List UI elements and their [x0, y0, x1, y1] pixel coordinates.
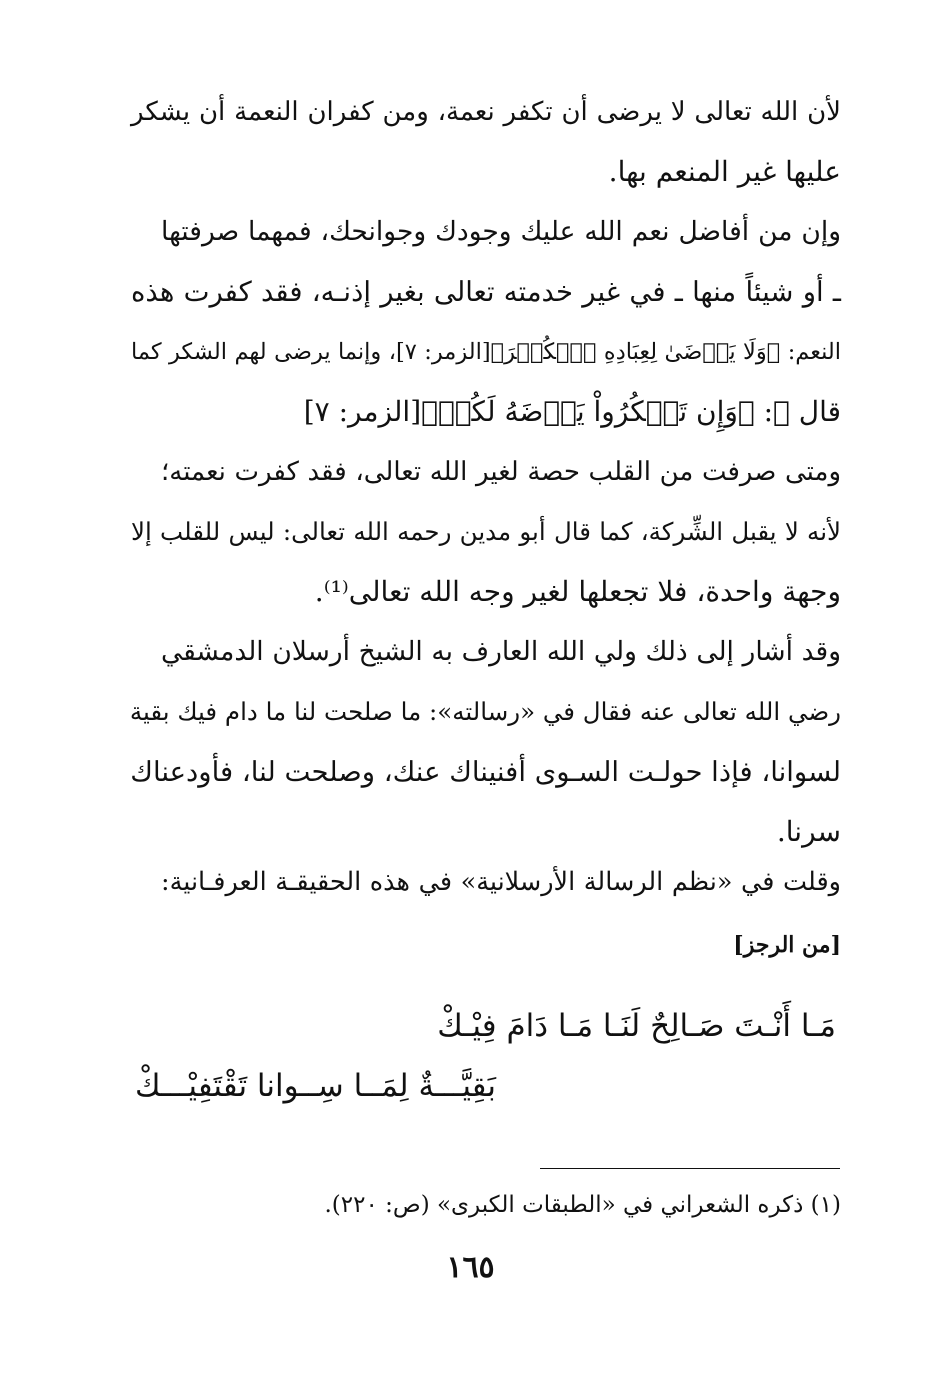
- body-line-9: وجهة واحدة، فلا تجعلها لغير وجه الله تعالى⁽¹⁾.: [314, 575, 841, 608]
- body-line-6: قال ﷻ: ﴿وَإِن تَشۡكُرُواْ يَرۡضَهُ لَكُمۡ﴾[الزمر: ٧]: [303, 395, 841, 428]
- body-line-7: ومتى صرفت من القلب حصة لغير الله تعالى، فقد كفرت نعمته؛: [161, 457, 841, 487]
- body-line-5: النعم: ﴿وَلَا يَرۡضَىٰ لِعِبَادِهِ ٱلۡكُفۡرَ﴾[الزمر: ٧]، وإنما يرضى لهم الشكر كما: [131, 339, 841, 365]
- footnote-separator: [540, 1168, 840, 1169]
- body-line-13: سرنا.: [776, 815, 841, 848]
- body-line-4: ـ أو شيئاً منها ـ في غير خدمته تعالى بغير إذنـه، فقد كفرت هذه: [131, 276, 841, 308]
- body-line-3: وإن من أفاضل نعم الله عليك وجودك وجوانحك، فمهما صرفتها: [161, 216, 841, 247]
- meter-label: [من الرجز]: [733, 932, 841, 958]
- body-line-10: وقد أشار إلى ذلك ولي الله العارف به الشيخ أرسلان الدمشقي: [161, 636, 841, 667]
- body-line-2: عليها غير المنعم بها.: [608, 155, 841, 188]
- footnote: (١) ذكره الشعراني في «الطبقات الكبرى» (ص: ٢٢٠).: [324, 1192, 841, 1218]
- verse-second-hemistich: بَقِيَّـــةٌ لِمَــا سِــوانا تَقْتَفِيْـــكْ: [135, 1068, 496, 1104]
- page-number: ١٦٥: [446, 1250, 495, 1285]
- verse-first-hemistich: مَـا أَنْـتَ صَـالِحٌ لَنَـا مَـا دَامَ فِيْـكْ: [437, 1008, 836, 1044]
- body-line-8: لأنه لا يقبل الشِّركة، كما قال أبو مدين رحمه الله تعالى: ليس للقلب إلا: [131, 517, 841, 546]
- body-line-1: لأن الله تعالى لا يرضى أن تكفر نعمة، ومن كفران النعمة أن يشكر: [131, 97, 841, 127]
- body-line-11: رضي الله تعالى عنه فقال في «رسالته»: ما صلحت لنا ما دام فيك بقية: [129, 697, 841, 726]
- body-line-12: لسوانا، فإذا حولـت السـوى أفنيناك عنك، وصلحت لنا، فأودعناك: [130, 756, 841, 788]
- body-line-14: وقلت في «نظم الرسالة الأرسلانية» في هذه الحقيقـة العرفـانية:: [161, 867, 841, 897]
